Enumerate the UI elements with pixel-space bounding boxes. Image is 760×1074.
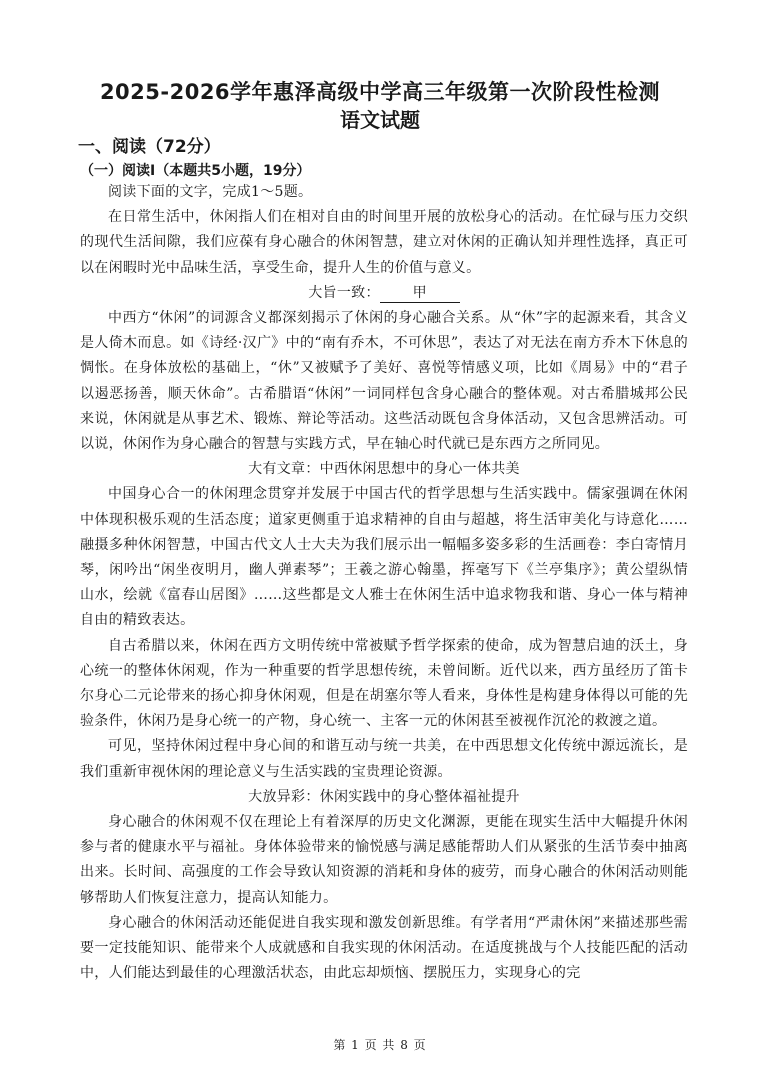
subsection-heading: （一）阅读Ⅰ（本题共5小题，19分） bbox=[80, 163, 311, 179]
section-heading: 一、阅读（72分） bbox=[78, 137, 221, 157]
reading-instruction: 阅读下面的文字，完成1～5题。 bbox=[108, 184, 313, 200]
page-footer: 第 1 页 共 8 页 bbox=[333, 1038, 427, 1052]
heading-2: 大有文章：中西休闲思想中的身心一体共美 bbox=[248, 461, 520, 478]
paragraph-6: 身心融合的休闲活动还能促进自我实现和激发创新思维。有学者用“严肃休闲”来描述那些需要一定技能知识、能带来个人成就感和自我实现的休闲活动。在适度挑战与个人技能匹配的活动中，人们能达到最佳的心理激活状态，由此忘却烦恼、摆脱压力，实现身心的完 bbox=[80, 914, 688, 982]
intro-paragraph: 在日常生活中，休闲指人们在相对自由的时间里开展的放松身心的活动。在忙碌与压力交织的现代生活间隙，我们应葆有身心融合的休闲智慧，建立对休闲的正确认知并理性选择，真正可以在闲暇时光中品味生活，享受生命，提升人生的价值与意义。 bbox=[80, 209, 688, 276]
exam-title: 2025-2026学年惠泽高级中学高三年级第一次阶段性检测 bbox=[99, 80, 661, 104]
exam-subtitle: 语文试题 bbox=[340, 108, 420, 132]
paragraph-4: 可见，坚持休闲过程中身心间的和谐互动与统一共美，在中西思想文化传统中源远流长，是我们重新审视休闲的理论意义与生活实践的宝贵理论资源。 bbox=[80, 738, 688, 780]
paragraph-3: 自古希腊以来，休闲在西方文明传统中常被赋予哲学探索的使命，成为智慧启迪的沃土，身心统一的整体休闲观，作为一种重要的哲学思想传统，未曾间断。近代以来，西方虽经历了笛卡尔身心二元论带来的扬心抑身休闲观，但是在胡塞尔等人看来，身体性是构建身体得以可能的先验条件，休闲乃是身心统一的产物，身心统一、主客一元的休闲甚至被视作沉沦的救渡之道。 bbox=[80, 637, 688, 730]
paragraph-1: 中西方“休闲”的词源含义都深刻揭示了休闲的身心融合关系。从“休”字的起源来看，其含义是人倚木而息。如《诗经·汉广》中的“南有乔木，不可休思”，表达了对无法在南方乔木下休息的惆怅。在身体放松的基础上，“休”又被赋予了美好、喜悦等情感义项，比如《周易》中的“君子以遏恶扬善，顺天休命”。古希腊语“休闲”一词同样包含身心融合的整体观。对古希腊城邦公民来说，休闲就是从事艺术、锻炼、辩论等活动。这些活动既包含身体活动，又包含思辨活动。可以说，休闲作为身心融合的智慧与实践方式，早在轴心时代就已是东西方之所同见。 bbox=[80, 310, 688, 453]
paragraph-5: 身心融合的休闲观不仅在理论上有着深厚的历史文化渊源，更能在现实生活中大幅提升休闲参与者的健康水平与福祉。身体体验带来的愉悦感与满足感能帮助人们从紧张的生活节奏中抽离出来。长时间、高强度的工作会导致认知资源的消耗和身体的疲劳，而身心融合的休闲活动则能够帮助人们恢复注意力，提高认知能力。 bbox=[80, 814, 688, 906]
fill-in-blank: 甲 bbox=[380, 284, 460, 303]
paragraph-2: 中国身心合一的休闲理念贯穿并发展于中国古代的哲学思想与生活实践中。儒家强调在休闲中体现积极乐观的生活态度；道家更侧重于追求精神的自由与超越，将生活审美化与诗意化……融摄多种休闲智慧，中国古代文人士大夫为我们展示出一幅幅多姿多彩的生活画卷：李白寄情月琴，闲吟出“闲坐夜明月，幽人弹素琴”；王羲之游心翰墨，挥毫写下《兰亭集序》；黄公望纵情山水，绘就《富春山居图》……这些都是文人雅士在休闲生活中追求物我和谐、身心一体与精神自由的精致表达。 bbox=[80, 486, 688, 629]
article-body bbox=[80, 180, 688, 987]
heading-1-prefix: 大旨一致： bbox=[308, 284, 380, 301]
heading-3: 大放异彩：休闲实践中的身心整体福祉提升 bbox=[248, 788, 520, 805]
heading-1 bbox=[80, 281, 688, 306]
